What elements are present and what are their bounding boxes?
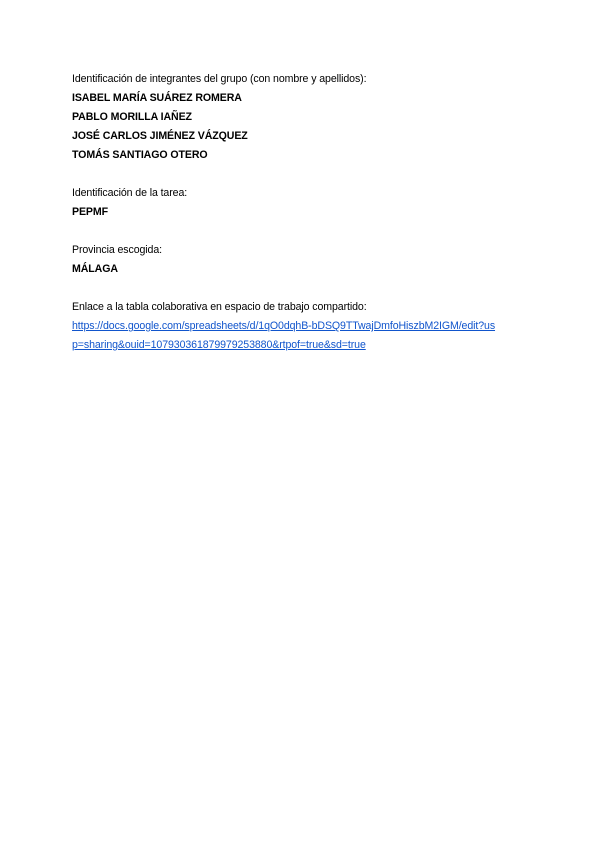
task-value: PEPMF	[72, 206, 108, 218]
province-value: MÁLAGA	[72, 263, 118, 275]
group-member-4: TOMÁS SANTIAGO OTERO	[72, 149, 208, 161]
task-label: Identificación de la tarea:	[72, 187, 188, 199]
shared-table-link-line-2[interactable]: p=sharing&ouid=107930361879979253880&rtpof=true&sd=true	[72, 339, 366, 351]
document-body	[72, 70, 542, 355]
group-member-1: ISABEL MARÍA SUÁREZ ROMERA	[72, 92, 242, 104]
group-member-3: JOSÉ CARLOS JIMÉNEZ VÁZQUEZ	[72, 130, 248, 142]
shared-table-link-continuation[interactable]	[72, 336, 542, 355]
spacer	[72, 165, 542, 184]
spacer	[72, 222, 542, 241]
spacer	[72, 279, 542, 298]
group-member-2: PABLO MORILLA IAÑEZ	[72, 111, 192, 123]
shared-table-label: Enlace a la tabla colaborativa en espacio de trabajo compartido:	[72, 301, 367, 313]
province-label: Provincia escogida:	[72, 244, 162, 256]
group-members-label: Identificación de integrantes del grupo (con nombre y apellidos):	[72, 73, 367, 85]
shared-table-link[interactable]	[72, 317, 542, 336]
shared-table-link-line-1[interactable]: https://docs.google.com/spreadsheets/d/1qO0dqhB-bDSQ9TTwajDmfoHiszbM2IGM/edit?us	[72, 320, 496, 332]
